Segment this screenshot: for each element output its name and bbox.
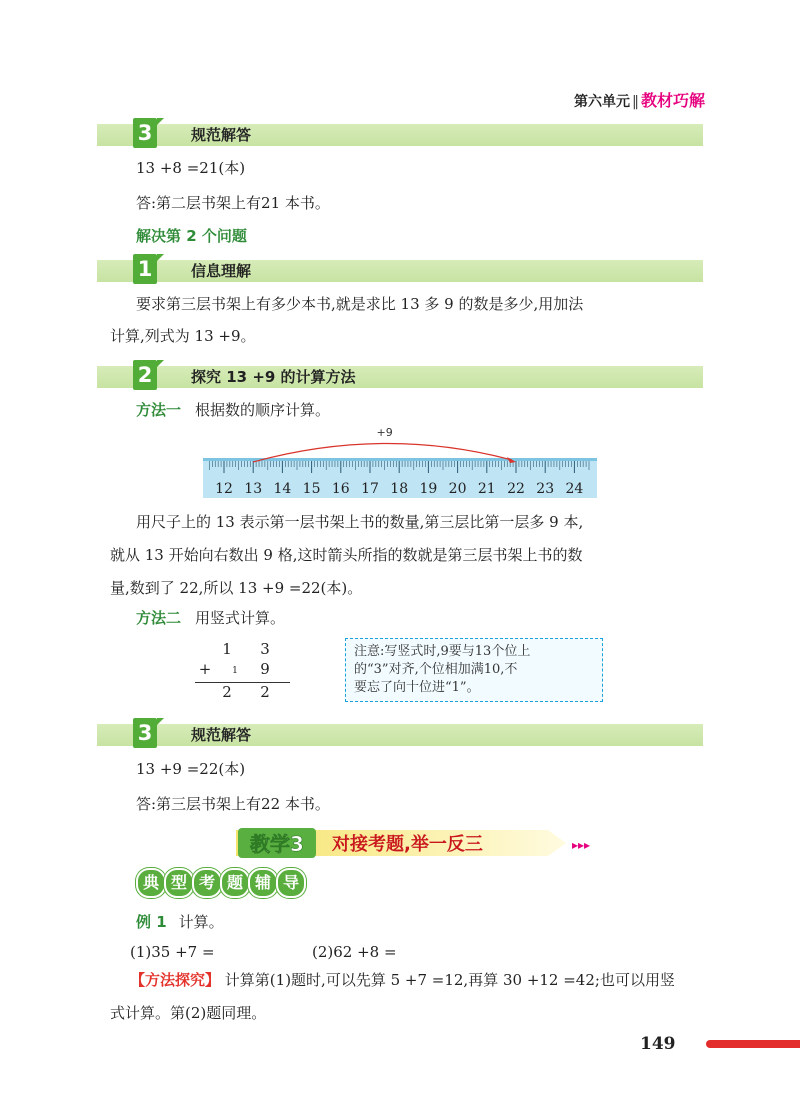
ruler-tick-label: 16	[331, 481, 350, 497]
vertical-calculation	[195, 640, 290, 703]
banner-arrows-icon: ▸▸▸	[572, 838, 591, 852]
book-title: 教材巧解	[640, 91, 705, 110]
example-1	[136, 911, 224, 932]
method-explore-line1: 计算第(1)题时,可以先算 5 +7 =12,再算 30 +12 =42;也可以用竖	[224, 971, 675, 989]
problem2-heading: 解决第 2 个问题	[136, 227, 247, 245]
typical-char: 考	[192, 868, 222, 898]
banner-title: 对接考题,举一反三	[332, 834, 483, 855]
ruler-tick-label: 13	[244, 481, 263, 497]
note-line1: 注意:写竖式时,9要与13个位上	[354, 644, 531, 659]
note-line2: 的“3”对齐,个位相加满10,不	[354, 662, 518, 677]
vert-row1-ones: 3	[260, 640, 270, 658]
unit-label: 第六单元	[573, 94, 630, 110]
ruler-tick-label: 19	[419, 481, 438, 497]
method-explore-tag: 【方法探究】	[130, 971, 221, 989]
attention-note	[345, 638, 603, 702]
equation-b: 13 +9 =22(本)	[136, 760, 246, 778]
explain-line1: 用尺子上的 13 表示第一层书架上书的数量,第三层比第一层多 9 本,	[136, 513, 584, 531]
vert-result-tens: 2	[222, 683, 232, 701]
ruler-tick-label: 12	[215, 481, 233, 497]
vert-result-ones: 2	[260, 683, 270, 701]
header-separator: ‖	[631, 94, 639, 110]
typical-char: 题	[220, 868, 250, 898]
question-2: (2)62 +8 =	[312, 943, 397, 961]
typical-char: 型	[164, 868, 194, 898]
ruler-tick-label: 18	[390, 481, 409, 497]
step-number: 2	[133, 360, 157, 390]
step-bar-1	[97, 257, 703, 282]
equation-a: 13 +8 =21(本)	[136, 159, 246, 177]
step-title: 信息理解	[191, 262, 252, 280]
method2-label: 方法二	[136, 609, 182, 627]
info-text-line1: 要求第三层书架上有多少本书,就是求比 13 多 9 的数是多少,用加法	[136, 295, 584, 313]
ruler-tick-label: 21	[477, 481, 496, 497]
typical-char: 典	[136, 868, 166, 898]
method1-label: 方法一	[136, 401, 182, 419]
step-number: 3	[133, 718, 157, 748]
explain-line3: 量,数到了 22,所以 13 +9 =22(本)。	[110, 579, 363, 597]
note-line3: 要忘了向十位进“1”。	[354, 680, 480, 695]
step-title: 规范解答	[191, 726, 252, 744]
typical-exam-label	[136, 868, 304, 898]
method-explore-line2: 式计算。第(2)题同理。	[110, 1004, 267, 1022]
answer-b: 答:第三层书架上有22 本书。	[136, 795, 330, 813]
step-bar-2	[97, 363, 703, 388]
unit-header	[574, 88, 705, 111]
vert-row2-ones: 9	[260, 660, 270, 678]
method2-text: 用竖式计算。	[195, 609, 286, 627]
page-number: 149	[640, 1034, 676, 1054]
method2	[136, 608, 285, 628]
vert-carry: 1	[232, 666, 238, 676]
explain-line2: 就从 13 开始向右数出 9 格,这时箭头所指的数就是第三层书架上书的数	[110, 546, 583, 564]
answer-a: 答:第二层书架上有21 本书。	[136, 194, 330, 212]
banner-badge: 教学3	[250, 832, 304, 856]
method1-text: 根据数的顺序计算。	[195, 401, 331, 419]
page-number-bar	[706, 1040, 800, 1048]
typical-char: 导	[276, 868, 306, 898]
method1	[136, 400, 330, 420]
ruler-tick-label: 22	[507, 481, 525, 497]
info-text-line2: 计算,列式为 13 +9。	[110, 327, 256, 345]
step-number: 3	[133, 118, 157, 148]
number-ruler	[200, 422, 600, 502]
teaching-banner	[236, 826, 596, 860]
step-bar-3a	[97, 121, 703, 146]
vert-row1-tens: 1	[222, 640, 232, 658]
ruler-tick-label: 24	[565, 481, 584, 497]
ruler-tick-label: 17	[361, 481, 379, 497]
example-text: 计算。	[178, 913, 224, 931]
ruler-tick-label: 15	[302, 481, 321, 497]
step-title: 探究 13 +9 的计算方法	[191, 368, 356, 386]
step-title: 规范解答	[191, 126, 252, 144]
arrow-label: +9	[376, 426, 393, 439]
step-number: 1	[133, 254, 157, 284]
ruler-tick-label: 14	[273, 481, 292, 497]
typical-char: 辅	[248, 868, 278, 898]
vert-plus-sign: +	[198, 660, 212, 678]
ruler-tick-label: 20	[448, 481, 467, 497]
ruler-tick-label: 23	[536, 481, 555, 497]
step-bar-3b	[97, 721, 703, 746]
method-explore	[130, 970, 675, 990]
example-label: 例 1	[136, 913, 167, 931]
question-1: (1)35 +7 =	[130, 943, 215, 961]
